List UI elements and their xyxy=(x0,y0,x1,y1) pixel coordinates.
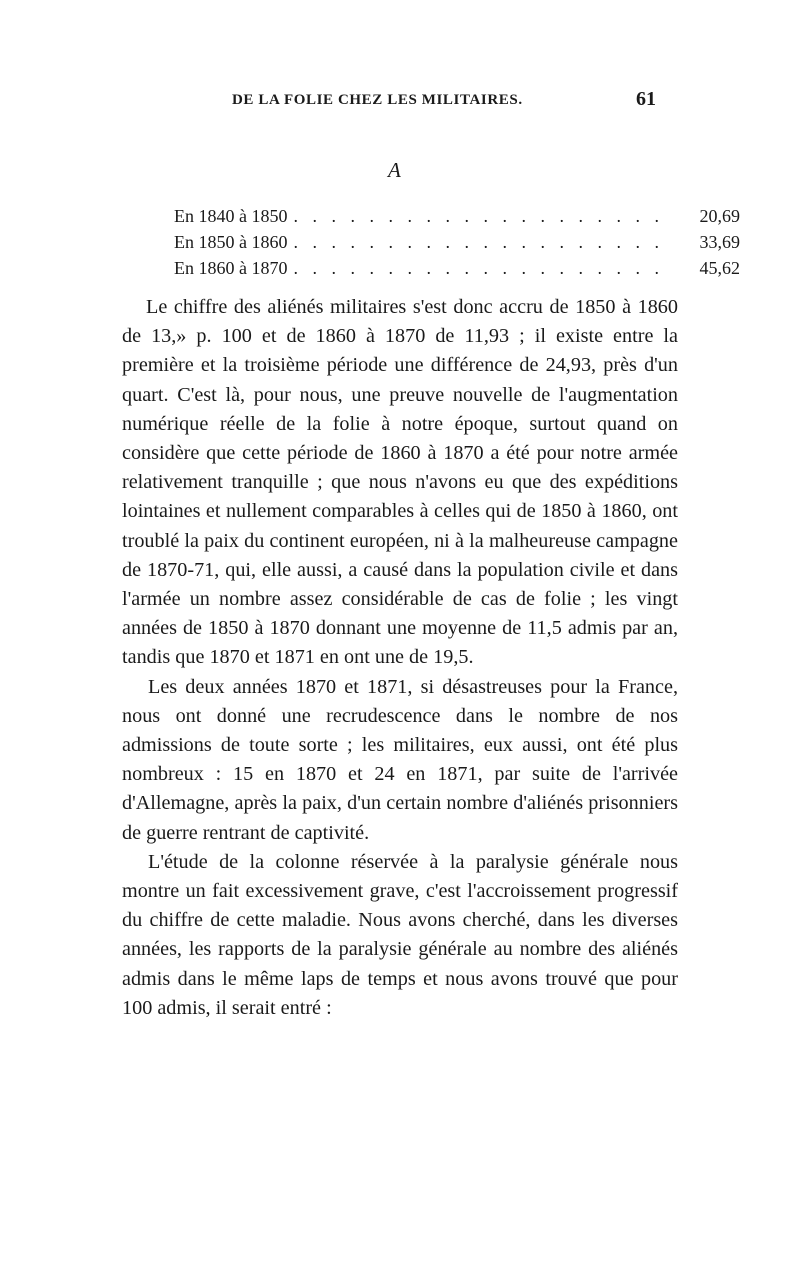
statistics-table xyxy=(174,206,740,284)
dot-leader: . . . . . . . . . . . . . . . . . . . . xyxy=(293,258,664,278)
table-row xyxy=(174,206,740,232)
value-cell: 45,62 xyxy=(699,258,740,278)
dot-leader: . . . . . . . . . . . . . . . . . . . . xyxy=(293,206,664,226)
page-number: 61 xyxy=(636,88,656,110)
value-cell: 33,69 xyxy=(699,232,740,252)
running-head: DE LA FOLIE CHEZ LES MILITAIRES. xyxy=(232,92,523,108)
table-row xyxy=(174,232,740,258)
paragraph: L'étude de la colonne réservée à la paralysie générale nous montre un fait excessivement grave, c'est l'accroissement progressif du chiffre de cette maladie. Nous avons cherché, dans les diverses années, les rapports de la paralysie générale au nombre des aliénés admis dans le même laps de temps et nous avons trouvé que pour 100 admis, il serait entré : xyxy=(122,850,678,1019)
value-cell: 20,69 xyxy=(699,206,740,226)
period-cell: En 1850 à 1860 xyxy=(174,232,288,252)
dot-leader: . . . . . . . . . . . . . . . . . . . . xyxy=(293,232,664,252)
paragraph: Le chiffre des aliénés militaires s'est donc accru de 1850 à 1860 de 13,» p. 100 et de 1860 à 1870 de 11,93 ; il existe entre la première et la troisième période une différence de 24,93, près d'un quart. C'est là, pour nous, une preuve nouvelle de l'augmentation numérique réelle de la folie à notre époque, surtout quand on considère que cette période de 1860 à 1870 a été pour notre armée relativement tranquille ; que nous n'avons eu que des expéditions lointaines et nullement comparables à celles qui de 1850 à 1860, ont troublé la paix du continent européen, ni à la malheureuse campagne de 1870-71, qui, elle aussi, a causé dans la population civile et dans l'armée un nombre assez considérable de cas de folie ; les vingt années de 1850 à 1870 donnant une moyenne de 11,5 admis par an, tandis que 1870 et 1871 en ont une de 19,5. xyxy=(122,296,678,669)
period-cell: En 1860 à 1870 xyxy=(174,258,288,278)
period-cell: En 1840 à 1850 xyxy=(174,206,288,226)
paragraph: Les deux années 1870 et 1871, si désastreuses pour la France, nous ont donné une recrudescence dans le nombre de nos admissions de toute sorte ; les militaires, eux aussi, ont été plus nombreux : 15 en 1870 et 24 en 1871, par suite de l'arrivée d'Allemagne, après la paix, d'un certain nombre d'aliénés prisonniers de guerre rentrant de captivité. xyxy=(122,675,678,844)
table-label: A xyxy=(388,158,401,182)
table-row xyxy=(174,258,740,284)
body-text xyxy=(122,293,678,1023)
